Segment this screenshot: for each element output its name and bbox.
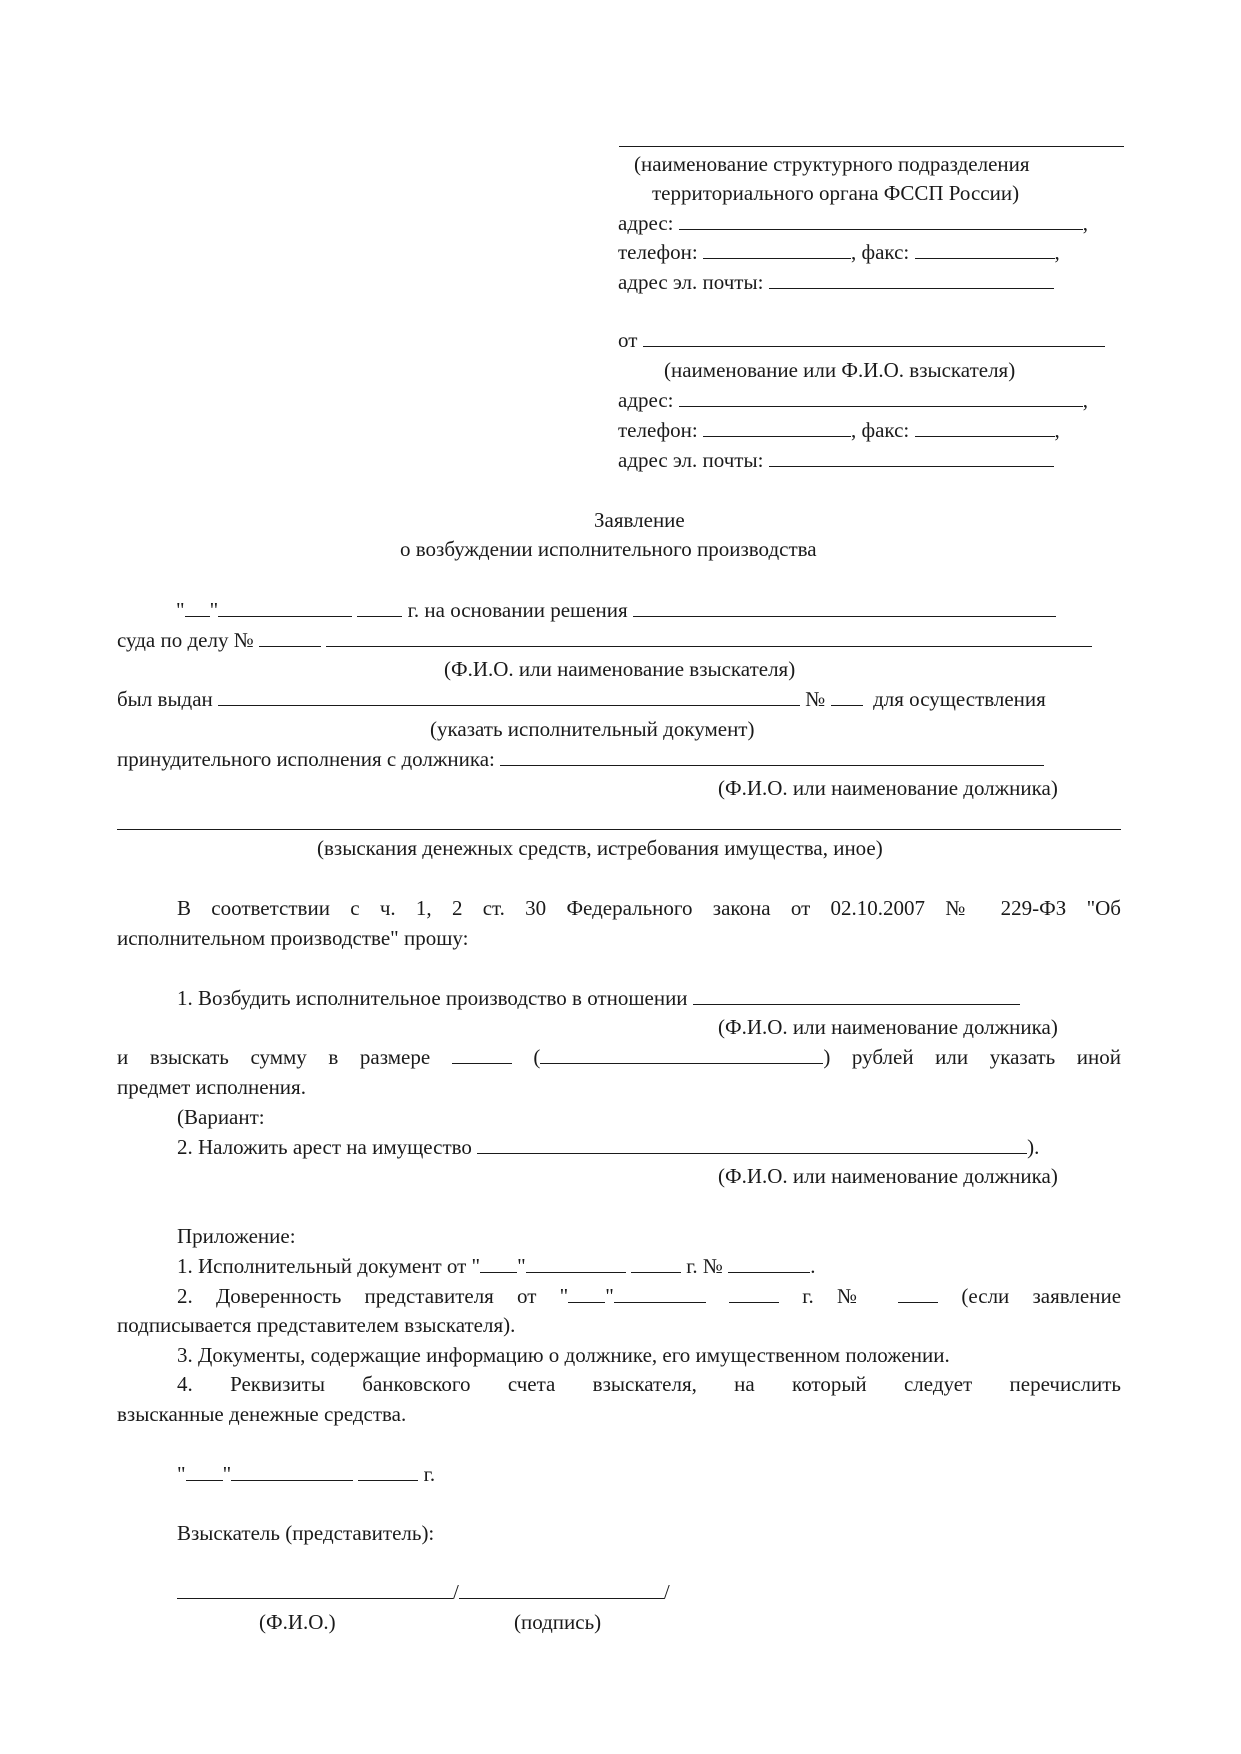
issued-label: был выдан: [117, 687, 213, 711]
a2-number-field[interactable]: [898, 1282, 938, 1303]
addressee-phone-row: [618, 238, 1060, 266]
date-basis-row: [176, 596, 1056, 624]
claimant-fax-field[interactable]: [915, 416, 1055, 437]
quote: ": [517, 1254, 526, 1278]
comma: ,: [1082, 388, 1089, 412]
day-field[interactable]: [185, 596, 210, 617]
attachment-1-start: 1. Исполнительный документ от ": [177, 1254, 481, 1278]
forced-exec-row: [117, 745, 1044, 773]
attachment-2: [177, 1282, 1121, 1310]
attachments-heading: Приложение:: [177, 1224, 296, 1248]
request-2-end: ).: [1027, 1135, 1040, 1159]
quote: ": [222, 1462, 232, 1486]
sig-year-label: г.: [423, 1462, 436, 1486]
addressee-address-row: [618, 209, 1088, 237]
sig-day-field[interactable]: [186, 1460, 223, 1481]
address-label: адрес:: [618, 211, 674, 235]
attachment-4-line2: взысканные денежные средства.: [117, 1402, 407, 1426]
addressee-fax-field[interactable]: [915, 238, 1055, 259]
quote: ": [605, 1284, 614, 1308]
recovery-type-line[interactable]: [117, 829, 1121, 830]
document-title: Заявление: [594, 508, 685, 532]
a2-year-label: г. №: [802, 1284, 875, 1308]
addressee-caption-2: территориального органа ФССП России): [652, 181, 1020, 205]
law-text-1: В соответствии с ч. 1, 2 ст. 30 Федерального закона от 02.10.2007 № 229-ФЗ "Об: [177, 896, 1121, 920]
debtor-caption-2: (Ф.И.О. или наименование должника): [718, 1015, 1058, 1039]
basis-text: г. на основании решения: [407, 598, 628, 622]
subject-line: предмет исполнения.: [117, 1075, 306, 1099]
comma: ,: [1054, 418, 1060, 442]
claimant-from-row: [618, 326, 1105, 354]
attachment-3: 3. Документы, содержащие информацию о должнике, его имущественном положении.: [177, 1343, 950, 1367]
debtor-caption: (Ф.И.О. или наименование должника): [718, 776, 1058, 800]
claimant-name-caption: (Ф.И.О. или наименование взыскателя): [444, 657, 796, 681]
a1-year-label: г. №: [686, 1254, 723, 1278]
number-sign: №: [805, 687, 826, 711]
comma: ,: [1054, 240, 1060, 264]
sig-year-field[interactable]: [358, 1460, 418, 1481]
email-label: адрес эл. почты:: [618, 448, 764, 472]
addressee-email-field[interactable]: [769, 268, 1054, 289]
attachment-1: [177, 1252, 815, 1280]
decision-field[interactable]: [633, 596, 1056, 617]
addressee-name-line[interactable]: [619, 146, 1124, 147]
debtor-field-2[interactable]: [693, 984, 1020, 1005]
addressee-phone-field[interactable]: [703, 238, 851, 259]
email-label: адрес эл. почты:: [618, 270, 764, 294]
exec-doc-caption: (указать исполнительный документ): [430, 717, 755, 741]
fax-label: , факс:: [850, 240, 910, 264]
a1-day-field[interactable]: [480, 1252, 517, 1273]
claimant-name-field[interactable]: [643, 326, 1105, 347]
debtor-field[interactable]: [500, 745, 1044, 766]
signature-date-row: [177, 1460, 435, 1488]
amount-end: ) рублей или указать иной: [823, 1045, 1122, 1069]
attachment-2-line2: подписывается представителем взыскателя).: [117, 1313, 516, 1337]
request-1-label: 1. Возбудить исполнительное производство в отношении: [177, 986, 688, 1010]
claimant-email-row: [618, 446, 1054, 474]
amount-words-field[interactable]: [540, 1043, 823, 1064]
addressee-caption-1: (наименование структурного подразделения: [634, 152, 1030, 176]
a2-year-field[interactable]: [729, 1282, 779, 1303]
slash: /: [663, 1580, 670, 1604]
a1-end: .: [810, 1254, 816, 1278]
exec-document-field[interactable]: [218, 685, 800, 706]
issued-row: [117, 685, 1046, 713]
property-field[interactable]: [477, 1133, 1027, 1154]
document-subtitle: о возбуждении исполнительного производства: [400, 537, 817, 561]
attachment-4-line1: [177, 1370, 1121, 1398]
year-field[interactable]: [357, 596, 402, 617]
request-2-row: [177, 1133, 1039, 1161]
law-paragraph-line2: исполнительном производстве" прошу:: [117, 926, 469, 950]
slash: /: [453, 1580, 459, 1604]
addressee-email-row: [618, 268, 1054, 296]
a1-number-field[interactable]: [728, 1252, 810, 1273]
attachment-2-start: 2. Доверенность представителя от ": [177, 1284, 569, 1308]
signer-label: Взыскатель (представитель):: [177, 1521, 435, 1545]
fax-label: , факс:: [850, 418, 910, 442]
signature-caption: (подпись): [514, 1610, 602, 1634]
a1-year-field[interactable]: [631, 1252, 681, 1273]
claimant-caption: (наименование или Ф.И.О. взыскателя): [664, 358, 1016, 382]
amount-field[interactable]: [452, 1043, 512, 1064]
quote: ": [177, 1462, 186, 1486]
amount-start: и взыскать сумму в размере: [117, 1045, 431, 1069]
signer-name-caption: (Ф.И.О.): [259, 1610, 336, 1634]
court-case-label: суда по делу №: [117, 628, 254, 652]
a1-month-field[interactable]: [526, 1252, 626, 1273]
month-field[interactable]: [218, 596, 352, 617]
signer-name-field[interactable]: [177, 1578, 453, 1599]
law-paragraph-line1: [117, 894, 1121, 922]
a2-day-field[interactable]: [568, 1282, 605, 1303]
forced-exec-label: принудительного исполнения с должника:: [117, 747, 495, 771]
claimant-address-field[interactable]: [679, 386, 1083, 407]
court-case-row: [117, 626, 1092, 654]
variant-line: (Вариант:: [177, 1105, 265, 1129]
amount-row: [117, 1043, 1121, 1071]
signature-row: [177, 1578, 670, 1606]
request-2-label: 2. Наложить арест на имущество: [177, 1135, 472, 1159]
addressee-address-field[interactable]: [679, 209, 1083, 230]
claimant-phone-field[interactable]: [703, 416, 851, 437]
quote: ": [176, 598, 185, 622]
for-enforcement-label: для осуществления: [873, 687, 1046, 711]
request-1-row: [177, 984, 1020, 1012]
sig-month-field[interactable]: [231, 1460, 353, 1481]
paren: (: [533, 1045, 541, 1069]
claimant-name-in-body-field[interactable]: [326, 626, 1092, 647]
phone-label: телефон:: [618, 418, 698, 442]
from-label: от: [618, 328, 638, 352]
exec-number-field[interactable]: [831, 685, 863, 706]
claimant-address-row: [618, 386, 1088, 414]
quote: ": [209, 598, 219, 622]
debtor-caption-3: (Ф.И.О. или наименование должника): [718, 1164, 1058, 1188]
a2-paren: (если заявление: [961, 1284, 1122, 1308]
attachment-4-text: 4. Реквизиты банковского счета взыскателя, на который следует перечислить: [177, 1372, 1121, 1396]
claimant-phone-row: [618, 416, 1060, 444]
address-label: адрес:: [618, 388, 674, 412]
phone-label: телефон:: [618, 240, 698, 264]
case-number-field[interactable]: [259, 626, 321, 647]
recovery-caption: (взыскания денежных средств, истребования имущества, иное): [317, 836, 883, 860]
signature-field[interactable]: [459, 1578, 664, 1599]
claimant-email-field[interactable]: [769, 446, 1054, 467]
a2-month-field[interactable]: [614, 1282, 706, 1303]
comma: ,: [1082, 211, 1089, 235]
